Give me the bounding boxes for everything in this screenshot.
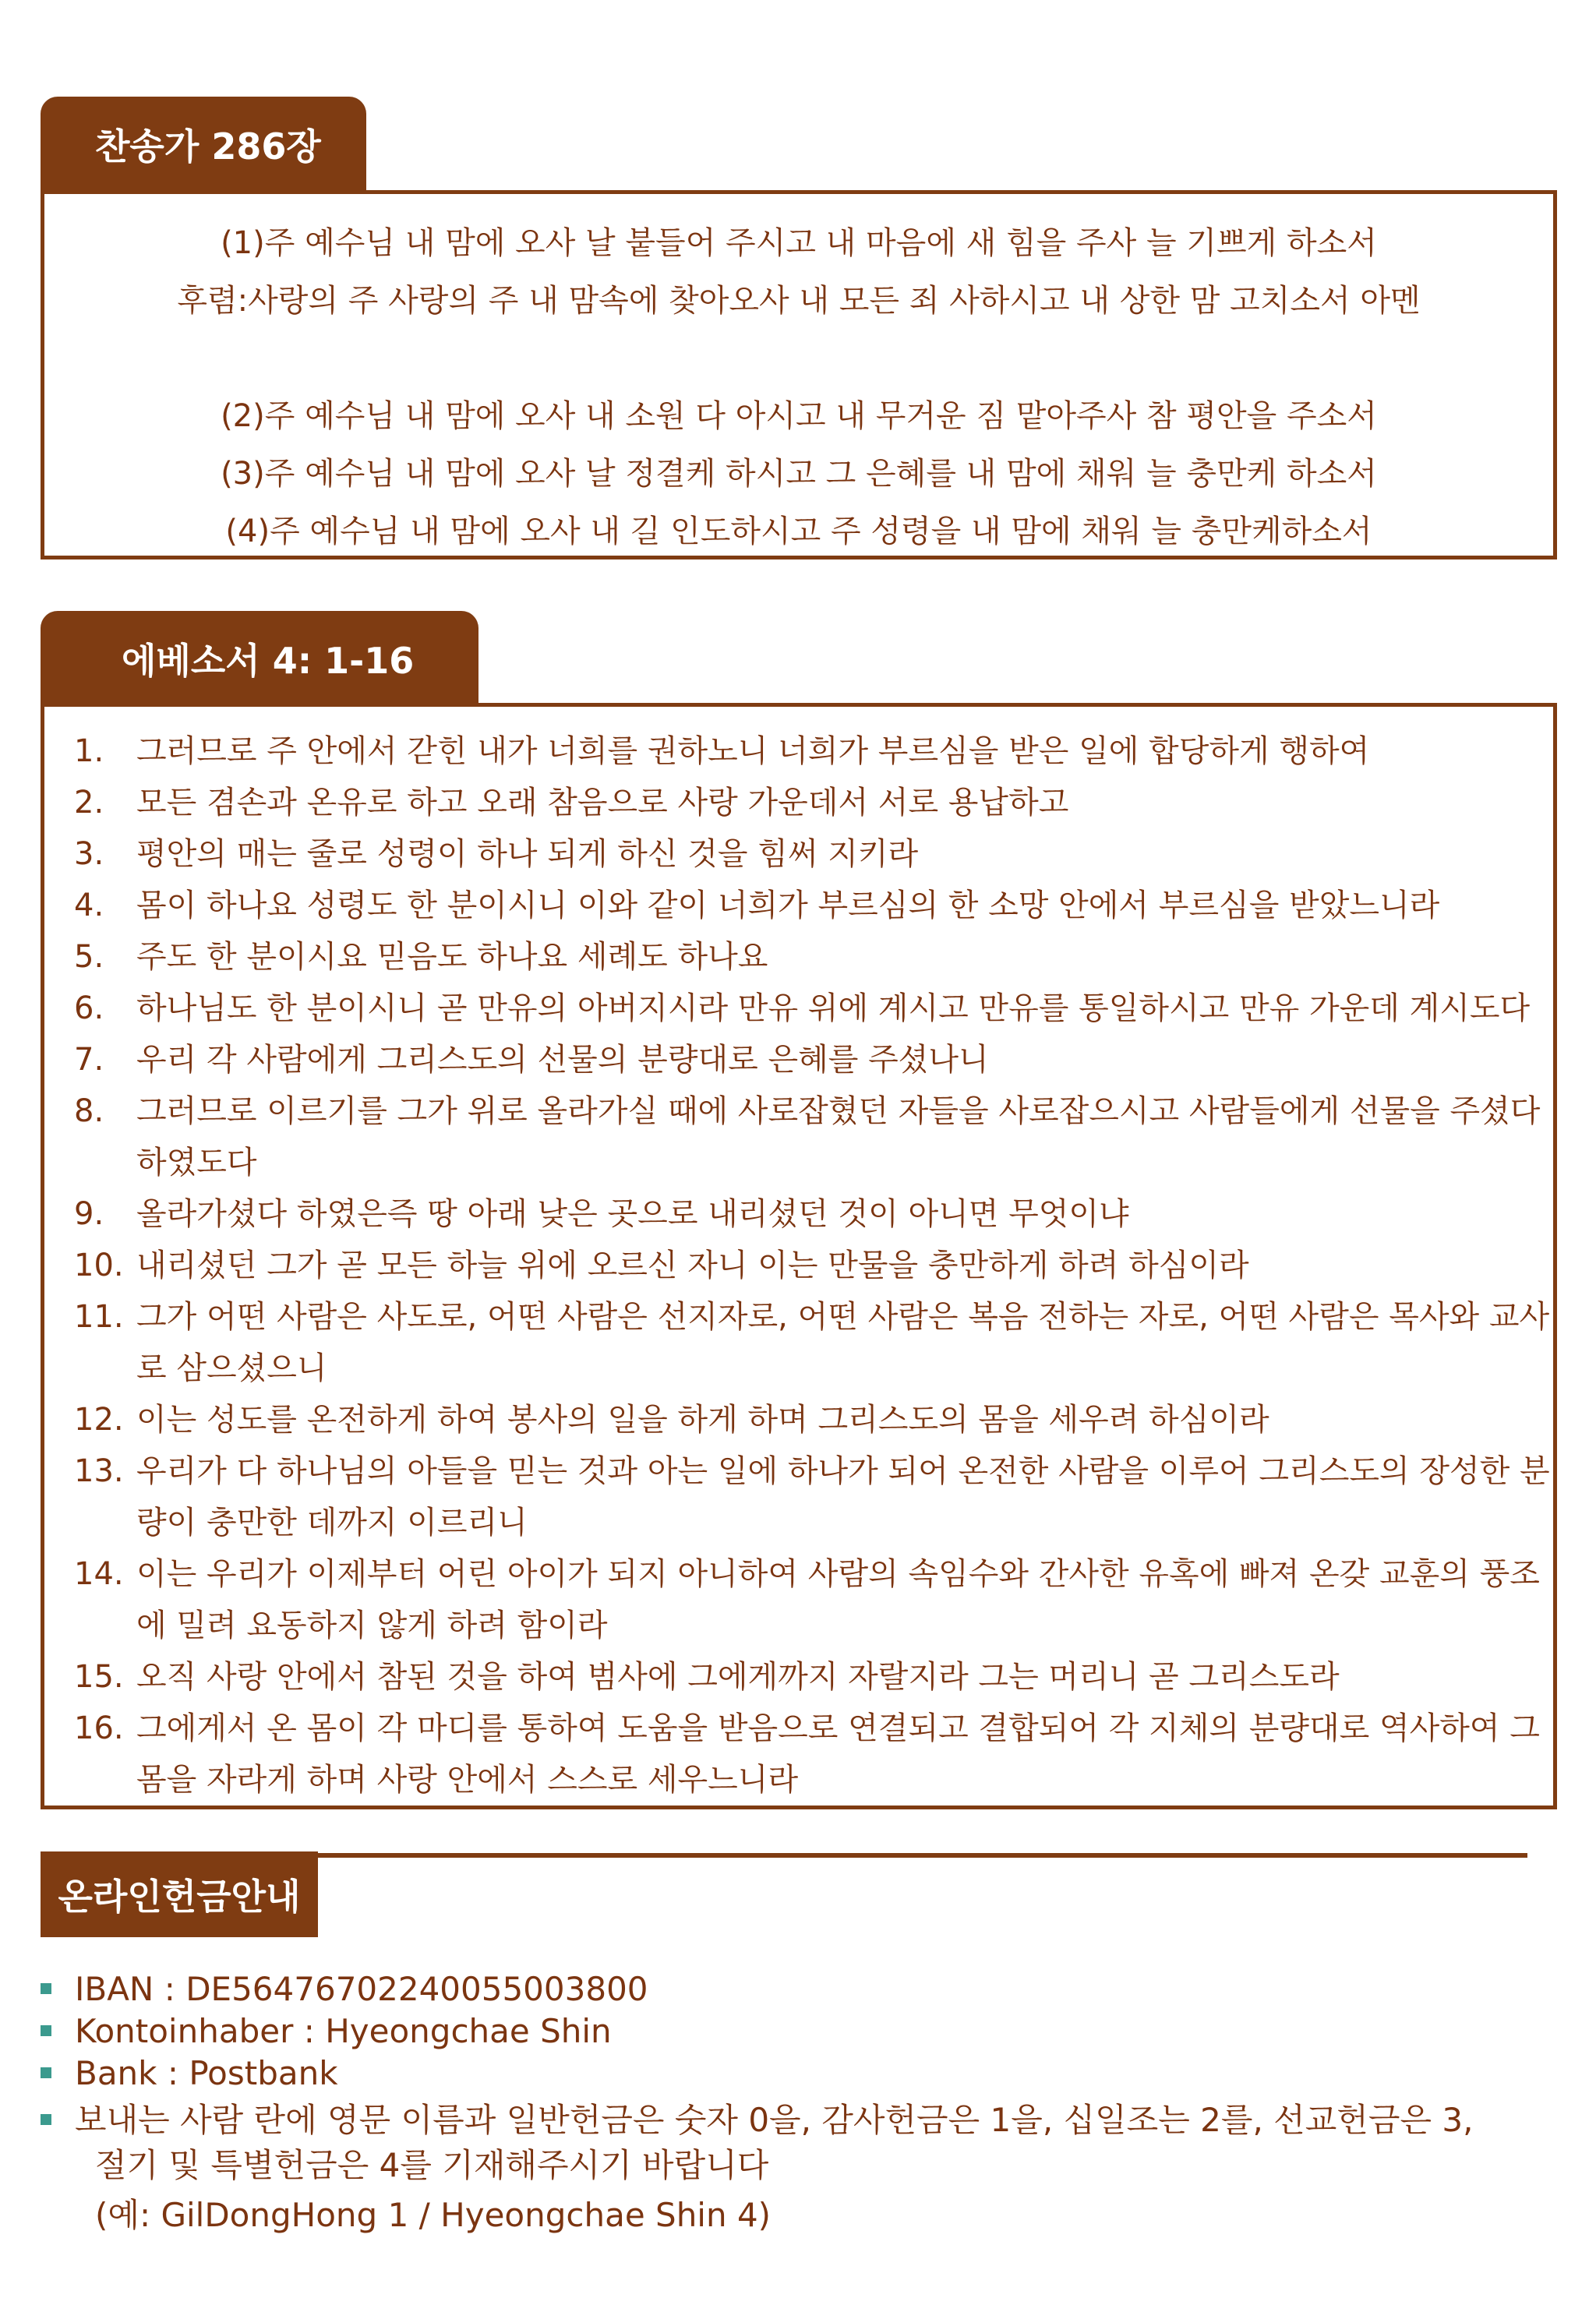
offering-holder-item: [75, 2010, 612, 2053]
verse-number: 13.: [74, 1453, 124, 1489]
verse-text: 우리가 다 하나님의 아들을 믿는 것과 아는 일에 하나가 되어 온전한 사람을 이루어 그리스도의 장성한 분: [136, 1453, 1550, 1489]
verse-item: [74, 1651, 1547, 1703]
scripture-title: 에베소서 4: 1-16: [122, 640, 415, 682]
verse-text: 그러므로 주 안에서 갇힌 내가 너희를 권하노니 너희가 부르심을 받은 일에 합당하게 행하여: [136, 733, 1370, 769]
verse-text: 그러므로 이르기를 그가 위로 올라가실 때에 사로잡혔던 자들을 사로잡으시고 사람들에게 선물을 주셨다: [136, 1093, 1541, 1129]
verse-text: 하나님도 한 분이시니 곧 만유의 아버지시라 만유 위에 계시고 만유를 통일하시고 만유 가운데 계시도다: [136, 990, 1531, 1026]
verse-text: 오직 사랑 안에서 참된 것을 하여 범사에 그에게까지 자랄지라 그는 머리니 곧 그리스도라: [136, 1659, 1340, 1695]
verse-number: 16.: [74, 1710, 124, 1746]
verse-number: 5.: [74, 939, 104, 975]
verse-item: [74, 1394, 1547, 1445]
hymn-line-verse-2: (2)주 예수님 내 맘에 오사 내 소원 다 아시고 내 무거운 짐 맡아주사 참 평안을 주소서: [221, 398, 1377, 434]
verse-text: 이는 우리가 이제부터 어린 아이가 되지 아니하여 사람의 속임수와 간사한 유혹에 빠져 온갖 교훈의 풍조: [136, 1556, 1540, 1592]
verse-text: 내리셨던 그가 곧 모든 하늘 위에 오르신 자니 이는 만물을 충만하게 하려 하심이라: [136, 1248, 1249, 1283]
verse-number: 4.: [74, 888, 104, 923]
verse-item: [74, 1034, 1547, 1085]
verse-text: 몸이 하나요 성령도 한 분이시니 이와 같이 너희가 부르심의 한 소망 안에서 부르심을 받았느니라: [136, 888, 1440, 923]
verse-text: 평안의 매는 줄로 성령이 하나 되게 하신 것을 힘써 지키라: [136, 836, 919, 872]
verse-text: 그가 어떤 사람은 사도로, 어떤 사람은 선지자로, 어떤 사람은 복음 전하는 자로, 어떤 사람은 목사와 교사: [136, 1299, 1550, 1335]
verse-item: [74, 1240, 1547, 1291]
verse-item: [74, 1548, 1547, 1651]
bullet-icon: [41, 2114, 51, 2125]
offering-iban: IBAN : DE56476702240055003800: [75, 1970, 648, 2008]
offering-title: 온라인헌금안내: [58, 1876, 301, 1918]
offering-bank-item: [75, 2053, 338, 2095]
offering-note-item: [75, 2099, 1473, 2141]
verse-item: [74, 1445, 1550, 1548]
verse-number: 7.: [74, 1042, 104, 1078]
offering-note-line-2: 절기 및 특별헌금은 4를 기재해주시기 바랍니다: [95, 2146, 769, 2184]
verse-text: 올라가셨다 하였은즉 땅 아래 낮은 곳으로 내리셨던 것이 아니면 무엇이냐: [136, 1196, 1129, 1232]
verse-text: 몸을 자라게 하며 사랑 안에서 스스로 세우느니라: [136, 1762, 799, 1798]
hymn-line-verse-1: (1)주 예수님 내 맘에 오사 날 붙들어 주시고 내 마음에 새 힘을 주사 늘 기쁘게 하소서: [221, 225, 1377, 261]
verse-item: [74, 1291, 1550, 1394]
hymn-title-tab: [41, 97, 366, 192]
scripture-box: [41, 703, 1557, 1809]
verse-item: [74, 983, 1547, 1034]
verse-item: [74, 777, 1547, 828]
hymn-title: 찬송가 286장: [95, 125, 321, 168]
bullet-icon: [41, 1983, 51, 1994]
verse-number: 8.: [74, 1093, 104, 1129]
hymn-line-verse-3: (3)주 예수님 내 맘에 오사 날 정결케 하시고 그 은혜를 내 맘에 채워 늘 충만케 하소서: [221, 456, 1377, 492]
offering-note-line-1: 보내는 사람 란에 영문 이름과 일반헌금은 숫자 0을, 감사헌금은 1을, 십일조는 2를, 선교헌금은 3,: [75, 2101, 1474, 2139]
offering-note-line-2-row: [95, 2144, 768, 2187]
verse-text: 에 밀려 요동하지 않게 하려 함이라: [136, 1608, 608, 1643]
verse-item: [74, 880, 1547, 931]
verse-number: 12.: [74, 1402, 124, 1438]
verse-number: 1.: [74, 733, 104, 769]
verse-text: 하였도다: [136, 1145, 257, 1181]
verse-text: 량이 충만한 데까지 이르리니: [136, 1505, 528, 1541]
verse-number: 11.: [74, 1299, 124, 1335]
offering-example-row: [95, 2194, 771, 2236]
verse-item: [74, 931, 1547, 983]
verse-text: 로 삼으셨으니: [136, 1350, 327, 1386]
verse-number: 6.: [74, 990, 104, 1026]
verse-text: 우리 각 사람에게 그리스도의 선물의 분량대로 은혜를 주셨나니: [136, 1042, 989, 1078]
offering-iban-item: [75, 1968, 648, 2010]
verse-number: 10.: [74, 1248, 124, 1283]
verse-text: 이는 성도를 온전하게 하여 봉사의 일을 하게 하며 그리스도의 몸을 세우려 하심이라: [136, 1402, 1269, 1438]
verse-item: [74, 1085, 1547, 1188]
offering-bank: Bank : Postbank: [75, 2054, 338, 2092]
verse-text: 모든 겸손과 온유로 하고 오래 참음으로 사랑 가운데서 서로 용납하고: [136, 785, 1069, 821]
hymn-line-verse-4: (4)주 예수님 내 맘에 오사 내 길 인도하시고 주 성령을 내 맘에 채워 늘 충만케하소서: [225, 514, 1372, 549]
verse-text: 주도 한 분이시요 믿음도 하나요 세례도 하나요: [136, 939, 768, 975]
verse-item: [74, 828, 1547, 880]
verse-number: 3.: [74, 836, 104, 872]
offering-example: (예: GilDongHong 1 / Hyeongchae Shin 4): [95, 2196, 772, 2234]
hymn-line-chorus: 후렴:사랑의 주 사랑의 주 내 맘속에 찾아오사 내 모든 죄 사하시고 내 상한 맘 고치소서 아멘: [177, 283, 1421, 319]
verse-item: [74, 725, 1547, 777]
verse-item: [74, 1703, 1547, 1806]
verse-number: 2.: [74, 785, 104, 821]
verse-number: 15.: [74, 1659, 124, 1695]
verse-number: 9.: [74, 1196, 104, 1232]
bullet-icon: [41, 2025, 51, 2036]
hymn-lyrics-box: [41, 190, 1557, 559]
verse-text: 그에게서 온 몸이 각 마디를 통하여 도움을 받음으로 연결되고 결합되어 각 지체의 분량대로 역사하여 그: [136, 1710, 1540, 1746]
bullet-icon: [41, 2067, 51, 2078]
offering-holder: Kontoinhaber : Hyeongchae Shin: [75, 2012, 612, 2050]
scripture-title-tab: [41, 611, 478, 706]
offering-title-tab: [41, 1851, 318, 1937]
verse-item: [74, 1188, 1547, 1240]
offering-divider: [299, 1853, 1527, 1858]
verse-number: 14.: [74, 1556, 124, 1592]
